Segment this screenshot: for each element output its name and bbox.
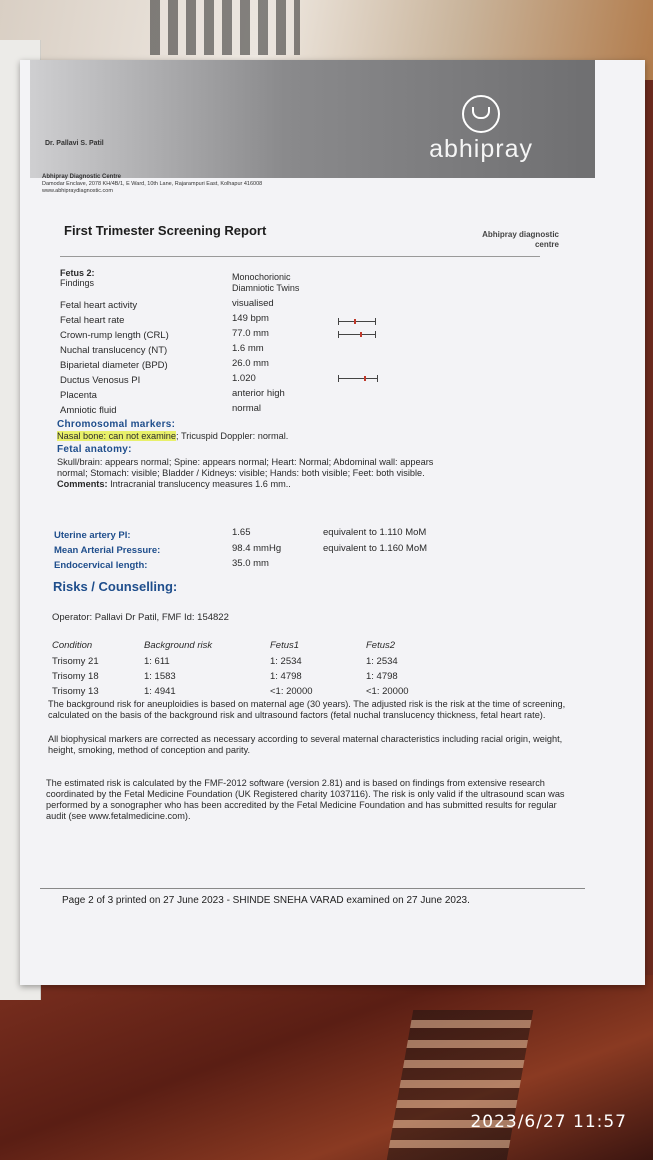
cell-background: 1: 611 [144, 656, 170, 667]
photo-timestamp: 2023/6/27 11:57 [470, 1112, 627, 1132]
anatomy-line-2: normal; Stomach: visible; Bladder / Kidneys: visible; Hands: both visible; Feet: both visible. [57, 468, 425, 478]
cell-fetus1: 1: 4798 [270, 671, 302, 682]
logo-text: abhipray [429, 135, 533, 163]
divider [60, 256, 540, 257]
fetal-anatomy-heading: Fetal anatomy: [57, 444, 132, 455]
footer-divider [40, 888, 585, 889]
comments-text: Intracranial translucency measures 1.6 mm.. [107, 479, 291, 489]
cell-background: 1: 4941 [144, 686, 176, 697]
finding-value: 1.020 [232, 373, 256, 384]
address-line: Damodar Enclave, 2078 KH/4B/1, E Ward, 10th Lane, Rajarampuri East, Kolhapur 416008 [42, 181, 263, 187]
finding-value: normal [232, 403, 262, 414]
finding-label: Fetal heart rate [60, 315, 125, 326]
centre-name: Abhipray Diagnostic Centre [42, 174, 122, 180]
background-bottom [0, 975, 653, 1160]
logo [429, 95, 533, 164]
background-fabric [150, 0, 300, 55]
website: www.abhipraydiagnostic.com [42, 188, 113, 194]
col-background-risk: Background risk [144, 640, 213, 651]
doctor-info [45, 140, 104, 148]
fetus-heading: Fetus 2: [60, 268, 95, 278]
heart-rate-range-bar [338, 321, 376, 322]
cell-condition: Trisomy 13 [52, 686, 99, 697]
markers-text [57, 431, 572, 442]
cell-condition: Trisomy 18 [52, 671, 99, 682]
cell-background: 1: 1583 [144, 671, 176, 682]
twin-type-1: Monochorionic [232, 272, 291, 282]
finding-value: 77.0 mm [232, 328, 269, 339]
risks-heading: Risks / Counselling: [53, 579, 178, 594]
risk-explanation: The background risk for aneuploidies is based on maternal age (30 years). The adjusted risk is the risk at the time of screening, calculated on the basis of the background risk and ultrasound factors (fetal nuchal translucency thickness, fetal heart rate). [48, 699, 566, 720]
centre-label-line2: centre [534, 240, 559, 249]
centre-address [42, 174, 262, 195]
twin-type-2: Diamniotic Twins [232, 283, 300, 293]
finding-value: 26.0 mm [232, 358, 269, 369]
finding-label: Amniotic fluid [60, 405, 117, 416]
finding-value: 149 bpm [232, 313, 269, 324]
col-fetus2: Fetus2 [366, 640, 396, 651]
finding-value: visualised [232, 298, 274, 309]
maternal-label: Endocervical length: [54, 560, 148, 571]
maternal-mom: equivalent to 1.110 MoM [323, 527, 427, 538]
centre-label [449, 230, 559, 250]
nasal-bone-finding: Nasal bone: can not examine [57, 431, 177, 441]
finding-label: Crown-rump length (CRL) [60, 330, 169, 341]
anatomy-line-1: Skull/brain: appears normal; Spine: appears normal; Heart: Normal; Abdominal wall: appears [57, 457, 434, 467]
finding-label: Ductus Venosus PI [60, 375, 141, 386]
maternal-mom: equivalent to 1.160 MoM [323, 543, 428, 554]
logo-icon [462, 95, 500, 133]
col-fetus1: Fetus1 [270, 640, 300, 651]
crl-range-bar [338, 334, 376, 335]
chromosomal-markers-heading: Chromosomal markers: [57, 419, 176, 430]
col-condition: Condition [52, 640, 93, 651]
maternal-value: 98.4 mmHg [232, 543, 282, 554]
biophysical-note: All biophysical markers are corrected as necessary according to several maternal characteristics including racial origin, weight, height, smoking, method of conception and parity. [48, 734, 563, 755]
cell-condition: Trisomy 21 [52, 656, 99, 667]
cell-fetus2: 1: 4798 [366, 671, 398, 682]
letterhead [30, 60, 595, 194]
finding-value: anterior high [232, 388, 285, 399]
cell-fetus1: <1: 20000 [270, 686, 313, 697]
cell-fetus2: <1: 20000 [366, 686, 409, 697]
page-footer: Page 2 of 3 printed on 27 June 2023 - SHINDE SNEHA VARAD examined on 27 June 2023. [62, 895, 470, 906]
dv-pi-range-bar [338, 378, 378, 379]
centre-label-line1: Abhipray diagnostic [482, 230, 559, 239]
report-title: First Trimester Screening Report [64, 223, 267, 238]
finding-label: Nuchal translucency (NT) [60, 345, 168, 356]
finding-label: Fetal heart activity [60, 300, 138, 311]
comments-label: Comments: [57, 479, 108, 489]
comments [57, 479, 572, 490]
finding-label: Placenta [60, 390, 97, 401]
maternal-value: 1.65 [232, 527, 251, 538]
maternal-label: Mean Arterial Pressure: [54, 545, 161, 556]
finding-label: Biparietal diameter (BPD) [60, 360, 168, 371]
doctor-name: Dr. Pallavi S. Patil [45, 140, 104, 147]
report-page [20, 60, 645, 985]
findings-label: Findings [60, 278, 95, 288]
software-note: The estimated risk is calculated by the FMF-2012 software (version 2.81) and is based on findings from extensive research coordinated by the Fetal Medicine Foundation (UK Registered charity 1037116). The risk is only valid if the ultrasound scan was performed by a sonographer who has been accredited by the Fetal Medicine Foundation and has submitted results for regular audit (see www.fetalmedicine.com). [46, 778, 565, 821]
operator: Operator: Pallavi Dr Patil, FMF Id: 154822 [52, 612, 229, 623]
cell-fetus2: 1: 2534 [366, 656, 398, 667]
maternal-label: Uterine artery PI: [54, 530, 131, 541]
finding-value: 1.6 mm [232, 343, 264, 354]
cell-fetus1: 1: 2534 [270, 656, 302, 667]
tricuspid-finding: ; Tricuspid Doppler: normal. [176, 431, 289, 441]
maternal-value: 35.0 mm [232, 558, 269, 569]
